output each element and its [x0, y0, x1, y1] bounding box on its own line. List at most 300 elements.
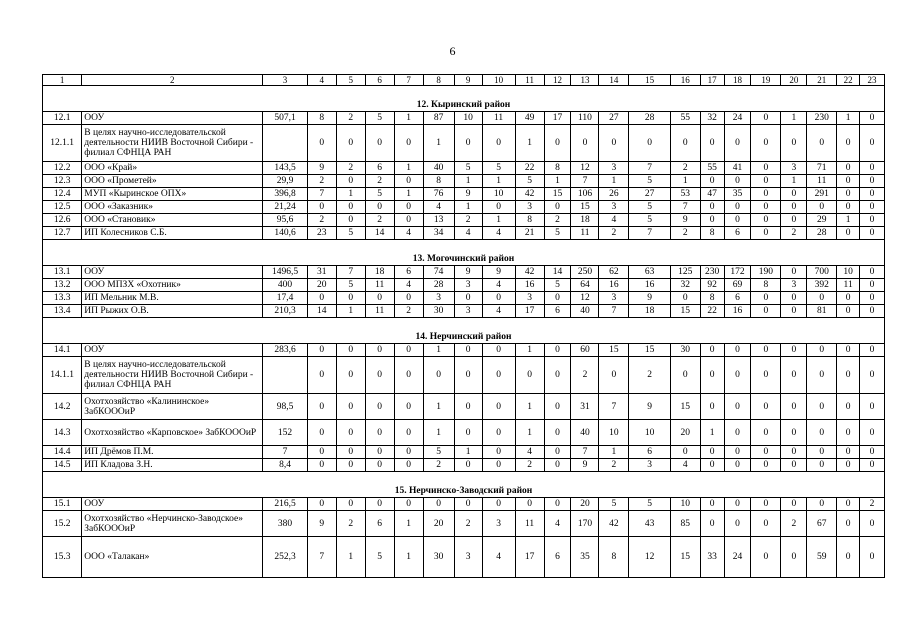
- row-value: 0: [454, 344, 482, 357]
- row-value: 10: [599, 420, 629, 446]
- row-value: 0: [751, 214, 781, 227]
- row-value: 0: [781, 214, 807, 227]
- row-value: 1: [336, 305, 365, 318]
- row-value: 0: [700, 201, 724, 214]
- row-value: 5: [365, 537, 394, 578]
- column-number: 19: [751, 75, 781, 86]
- row-value: 0: [724, 344, 751, 357]
- row-value: 1: [394, 112, 423, 125]
- row-value: 0: [670, 357, 700, 394]
- column-number: 13: [571, 75, 599, 86]
- row-value: 0: [837, 188, 860, 201]
- row-value: 0: [781, 446, 807, 459]
- row-value: 3: [454, 537, 482, 578]
- row-value: 9: [670, 214, 700, 227]
- row-value: 0: [837, 446, 860, 459]
- row-name: ООУ: [82, 112, 263, 125]
- row-value: 8: [599, 537, 629, 578]
- row-value: 152: [263, 420, 307, 446]
- row-value: 3: [515, 201, 544, 214]
- row-value: 0: [751, 188, 781, 201]
- row-value: 0: [807, 201, 837, 214]
- row-value: 0: [394, 201, 423, 214]
- row-value: 1: [423, 420, 454, 446]
- row-value: 1: [454, 446, 482, 459]
- row-value: 0: [454, 292, 482, 305]
- row-value: 0: [700, 511, 724, 537]
- row-value: 0: [544, 125, 571, 162]
- row-value: 5: [629, 498, 670, 511]
- row-value: 28: [807, 227, 837, 240]
- row-value: 0: [860, 125, 885, 162]
- row-value: 5: [515, 175, 544, 188]
- row-name: ООО МПЗХ «Охотник»: [82, 279, 263, 292]
- row-value: 5: [336, 227, 365, 240]
- row-value: 1: [515, 125, 544, 162]
- row-value: 0: [365, 394, 394, 420]
- row-value: 0: [807, 446, 837, 459]
- row-value: 4: [423, 201, 454, 214]
- row-value: 3: [781, 279, 807, 292]
- row-value: 9: [307, 162, 336, 175]
- row-value: 0: [724, 394, 751, 420]
- table-row: [43, 201, 885, 214]
- table-row: [43, 394, 885, 420]
- row-value: 216,5: [263, 498, 307, 511]
- row-value: 31: [571, 394, 599, 420]
- row-value: 0: [482, 498, 515, 511]
- row-value: 7: [599, 394, 629, 420]
- row-value: 0: [837, 305, 860, 318]
- row-value: 0: [336, 459, 365, 472]
- row-value: 24: [724, 112, 751, 125]
- row-value: 0: [365, 420, 394, 446]
- row-name: ИП Колесников С.Б.: [82, 227, 263, 240]
- row-value: 63: [629, 266, 670, 279]
- row-value: [263, 125, 307, 162]
- row-value: 2: [365, 175, 394, 188]
- row-value: 3: [515, 292, 544, 305]
- row-value: 0: [544, 394, 571, 420]
- table-row: [43, 266, 885, 279]
- row-value: 1: [423, 125, 454, 162]
- row-value: 74: [423, 266, 454, 279]
- row-value: 0: [860, 162, 885, 175]
- row-value: 14: [544, 266, 571, 279]
- row-value: 400: [263, 279, 307, 292]
- row-value: 6: [394, 266, 423, 279]
- table-row: [43, 279, 885, 292]
- row-value: 0: [482, 394, 515, 420]
- row-value: 1: [670, 175, 700, 188]
- row-value: 283,6: [263, 344, 307, 357]
- row-value: 396,8: [263, 188, 307, 201]
- column-number: 23: [860, 75, 885, 86]
- row-value: 5: [629, 175, 670, 188]
- column-number: 17: [700, 75, 724, 86]
- row-value: 0: [394, 498, 423, 511]
- row-value: 21: [515, 227, 544, 240]
- row-value: 47: [700, 188, 724, 201]
- row-value: 16: [629, 279, 670, 292]
- row-value: 0: [307, 446, 336, 459]
- row-value: 7: [670, 201, 700, 214]
- row-value: 12: [571, 292, 599, 305]
- row-value: 170: [571, 511, 599, 537]
- row-value: 0: [454, 420, 482, 446]
- row-name: ИП Кладова З.Н.: [82, 459, 263, 472]
- row-value: 0: [423, 498, 454, 511]
- row-value: 0: [544, 344, 571, 357]
- row-value: 40: [423, 162, 454, 175]
- row-value: 0: [700, 125, 724, 162]
- row-value: 0: [336, 125, 365, 162]
- row-value: 28: [629, 112, 670, 125]
- row-value: 3: [599, 292, 629, 305]
- row-value: 4: [482, 227, 515, 240]
- row-value: 1: [544, 175, 571, 188]
- table-row: [43, 420, 885, 446]
- row-value: 0: [394, 420, 423, 446]
- row-id: 13.2: [43, 279, 82, 292]
- row-value: 0: [807, 420, 837, 446]
- row-value: 2: [599, 227, 629, 240]
- row-value: 230: [807, 112, 837, 125]
- row-value: 15: [670, 537, 700, 578]
- row-value: 0: [860, 344, 885, 357]
- section-title: 15. Нерчинско-Заводский район: [43, 472, 885, 498]
- row-value: 5: [365, 188, 394, 201]
- row-value: 76: [423, 188, 454, 201]
- row-value: 0: [724, 446, 751, 459]
- row-value: 0: [860, 292, 885, 305]
- row-value: 0: [454, 357, 482, 394]
- row-name: Охотхозяйство «Калининское» ЗабКОООиР: [82, 394, 263, 420]
- row-value: 7: [571, 175, 599, 188]
- column-number: 9: [454, 75, 482, 86]
- row-value: 6: [724, 292, 751, 305]
- column-number: 10: [482, 75, 515, 86]
- column-number-row: [43, 75, 885, 86]
- row-value: 0: [454, 125, 482, 162]
- section-header-row: [43, 318, 885, 344]
- column-number: 4: [307, 75, 336, 86]
- section-header-row: [43, 240, 885, 266]
- row-value: 0: [336, 344, 365, 357]
- row-value: 1: [515, 344, 544, 357]
- row-value: 3: [599, 201, 629, 214]
- row-value: 0: [365, 498, 394, 511]
- row-value: 8: [423, 175, 454, 188]
- row-name: Охотхозяйство «Карповское» ЗабКОООиР: [82, 420, 263, 446]
- row-value: 28: [423, 279, 454, 292]
- row-value: 5: [423, 446, 454, 459]
- row-value: 0: [751, 459, 781, 472]
- row-value: 0: [781, 498, 807, 511]
- row-value: 0: [860, 420, 885, 446]
- row-value: 0: [860, 357, 885, 394]
- row-value: 0: [751, 305, 781, 318]
- row-value: 172: [724, 266, 751, 279]
- row-name: ООУ: [82, 266, 263, 279]
- row-value: 4: [394, 279, 423, 292]
- row-value: 0: [515, 357, 544, 394]
- row-value: 20: [571, 498, 599, 511]
- row-value: 1: [423, 344, 454, 357]
- row-value: 10: [454, 112, 482, 125]
- row-value: 53: [670, 188, 700, 201]
- row-value: 0: [781, 125, 807, 162]
- table-row: [43, 498, 885, 511]
- row-value: 125: [670, 266, 700, 279]
- row-name: ООО «Становик»: [82, 214, 263, 227]
- row-value: 15: [571, 201, 599, 214]
- row-value: 9: [307, 511, 336, 537]
- row-id: 14.1.1: [43, 357, 82, 394]
- row-id: 12.4: [43, 188, 82, 201]
- row-value: 24: [724, 537, 751, 578]
- row-value: 0: [807, 498, 837, 511]
- row-value: 3: [423, 292, 454, 305]
- table-row: [43, 214, 885, 227]
- row-value: 0: [307, 201, 336, 214]
- row-value: 0: [336, 175, 365, 188]
- row-value: 0: [515, 498, 544, 511]
- row-value: 1: [394, 537, 423, 578]
- row-value: 9: [629, 292, 670, 305]
- row-id: 15.3: [43, 537, 82, 578]
- table-row: [43, 511, 885, 537]
- row-value: 0: [544, 459, 571, 472]
- row-value: 0: [544, 420, 571, 446]
- table-row: [43, 292, 885, 305]
- row-value: 0: [670, 125, 700, 162]
- row-name: ООО «Заказник»: [82, 201, 263, 214]
- row-value: 0: [807, 459, 837, 472]
- row-value: 0: [482, 459, 515, 472]
- row-value: 0: [394, 292, 423, 305]
- row-value: 0: [837, 292, 860, 305]
- row-value: 0: [482, 292, 515, 305]
- row-id: 14.1: [43, 344, 82, 357]
- column-number: 8: [423, 75, 454, 86]
- row-value: 0: [781, 394, 807, 420]
- row-value: 0: [307, 125, 336, 162]
- row-value: 0: [724, 420, 751, 446]
- column-number: 7: [394, 75, 423, 86]
- row-value: 0: [394, 357, 423, 394]
- row-value: 81: [807, 305, 837, 318]
- row-value: 1: [336, 188, 365, 201]
- row-value: 2: [670, 227, 700, 240]
- row-value: 0: [724, 214, 751, 227]
- row-value: 4: [515, 446, 544, 459]
- row-value: 15: [544, 188, 571, 201]
- row-value: 0: [599, 357, 629, 394]
- row-value: 7: [599, 305, 629, 318]
- row-value: 11: [365, 279, 394, 292]
- row-value: 4: [544, 511, 571, 537]
- row-value: 0: [482, 125, 515, 162]
- row-name: ИП Дрёмов П.М.: [82, 446, 263, 459]
- row-value: 0: [700, 214, 724, 227]
- table-row: [43, 175, 885, 188]
- row-value: 0: [807, 344, 837, 357]
- row-value: 0: [837, 357, 860, 394]
- row-value: 0: [837, 344, 860, 357]
- row-value: [263, 357, 307, 394]
- row-name: ИП Рыжих О.В.: [82, 305, 263, 318]
- row-value: 9: [454, 188, 482, 201]
- row-value: 29: [807, 214, 837, 227]
- row-value: 0: [751, 537, 781, 578]
- row-value: 2: [307, 214, 336, 227]
- row-value: 700: [807, 266, 837, 279]
- row-value: 0: [837, 459, 860, 472]
- row-value: 230: [700, 266, 724, 279]
- row-value: 0: [365, 201, 394, 214]
- row-value: 5: [336, 279, 365, 292]
- row-id: 12.1: [43, 112, 82, 125]
- row-value: 0: [781, 292, 807, 305]
- row-value: 6: [365, 511, 394, 537]
- row-value: 0: [837, 511, 860, 537]
- row-value: 0: [807, 394, 837, 420]
- row-value: 0: [670, 292, 700, 305]
- row-value: 0: [394, 394, 423, 420]
- row-value: 7: [307, 537, 336, 578]
- row-value: 23: [307, 227, 336, 240]
- row-value: 17: [515, 537, 544, 578]
- table-row: [43, 459, 885, 472]
- row-value: 0: [860, 227, 885, 240]
- table-row: [43, 305, 885, 318]
- row-value: 4: [394, 227, 423, 240]
- row-value: 0: [860, 446, 885, 459]
- row-value: 30: [423, 537, 454, 578]
- row-value: 4: [454, 227, 482, 240]
- row-value: 42: [599, 511, 629, 537]
- row-value: 7: [629, 227, 670, 240]
- row-value: 0: [336, 292, 365, 305]
- column-number: 1: [43, 75, 82, 86]
- row-value: 1: [700, 420, 724, 446]
- row-value: 6: [724, 227, 751, 240]
- row-id: 14.5: [43, 459, 82, 472]
- row-value: 2: [454, 511, 482, 537]
- row-id: 12.6: [43, 214, 82, 227]
- row-value: 8,4: [263, 459, 307, 472]
- row-value: 29,9: [263, 175, 307, 188]
- row-value: 0: [336, 498, 365, 511]
- row-value: 9: [482, 266, 515, 279]
- row-value: 0: [751, 292, 781, 305]
- column-number: 21: [807, 75, 837, 86]
- row-value: 0: [365, 344, 394, 357]
- table-row: [43, 112, 885, 125]
- row-value: 40: [571, 305, 599, 318]
- column-number: 22: [837, 75, 860, 86]
- row-value: 16: [515, 279, 544, 292]
- row-value: 14: [307, 305, 336, 318]
- row-name: ООУ: [82, 344, 263, 357]
- row-value: 0: [724, 511, 751, 537]
- table-row: [43, 125, 885, 162]
- row-value: 0: [571, 125, 599, 162]
- row-value: 0: [860, 305, 885, 318]
- row-value: 4: [670, 459, 700, 472]
- section-header-row: [43, 472, 885, 498]
- row-value: 0: [700, 446, 724, 459]
- row-value: 0: [394, 459, 423, 472]
- row-id: 15.1: [43, 498, 82, 511]
- row-value: 8: [751, 279, 781, 292]
- row-value: 0: [860, 266, 885, 279]
- row-value: 0: [781, 305, 807, 318]
- row-value: 0: [751, 175, 781, 188]
- row-name: В целях научно-исследовательской деятельности НИИВ Восточной Сибири - филиал СФНЦА РАН: [82, 357, 263, 394]
- row-id: 13.1: [43, 266, 82, 279]
- section-title: 14. Нерчинский район: [43, 318, 885, 344]
- row-value: 0: [482, 420, 515, 446]
- row-value: 252,3: [263, 537, 307, 578]
- row-value: 0: [670, 446, 700, 459]
- row-value: 21,24: [263, 201, 307, 214]
- row-value: 2: [544, 214, 571, 227]
- column-number: 2: [82, 75, 263, 86]
- row-value: 0: [837, 420, 860, 446]
- row-value: 0: [365, 357, 394, 394]
- row-value: 35: [571, 537, 599, 578]
- row-value: 9: [454, 266, 482, 279]
- row-value: 110: [571, 112, 599, 125]
- row-value: 0: [724, 498, 751, 511]
- row-value: 0: [700, 344, 724, 357]
- row-name: МУП «Кыринское ОПХ»: [82, 188, 263, 201]
- row-value: 6: [629, 446, 670, 459]
- row-value: 0: [860, 112, 885, 125]
- row-value: 64: [571, 279, 599, 292]
- row-value: 41: [724, 162, 751, 175]
- row-value: 5: [629, 201, 670, 214]
- row-value: 6: [544, 305, 571, 318]
- row-value: 0: [837, 175, 860, 188]
- row-value: 8: [700, 227, 724, 240]
- row-value: 392: [807, 279, 837, 292]
- row-value: 0: [307, 344, 336, 357]
- row-value: 42: [515, 266, 544, 279]
- row-value: 0: [751, 394, 781, 420]
- row-value: 9: [629, 394, 670, 420]
- row-value: 62: [599, 266, 629, 279]
- row-value: 6: [544, 537, 571, 578]
- row-value: 0: [860, 201, 885, 214]
- row-value: 2: [454, 214, 482, 227]
- row-value: 0: [860, 175, 885, 188]
- row-value: 0: [837, 125, 860, 162]
- row-value: 0: [751, 357, 781, 394]
- row-value: 43: [629, 511, 670, 537]
- row-value: 3: [454, 279, 482, 292]
- section-title: 13. Могочинский район: [43, 240, 885, 266]
- row-name: ИП Мельник М.В.: [82, 292, 263, 305]
- row-value: 2: [336, 112, 365, 125]
- row-value: 5: [544, 227, 571, 240]
- row-value: 31: [307, 266, 336, 279]
- row-value: 3: [629, 459, 670, 472]
- row-value: 0: [751, 498, 781, 511]
- row-value: 0: [482, 201, 515, 214]
